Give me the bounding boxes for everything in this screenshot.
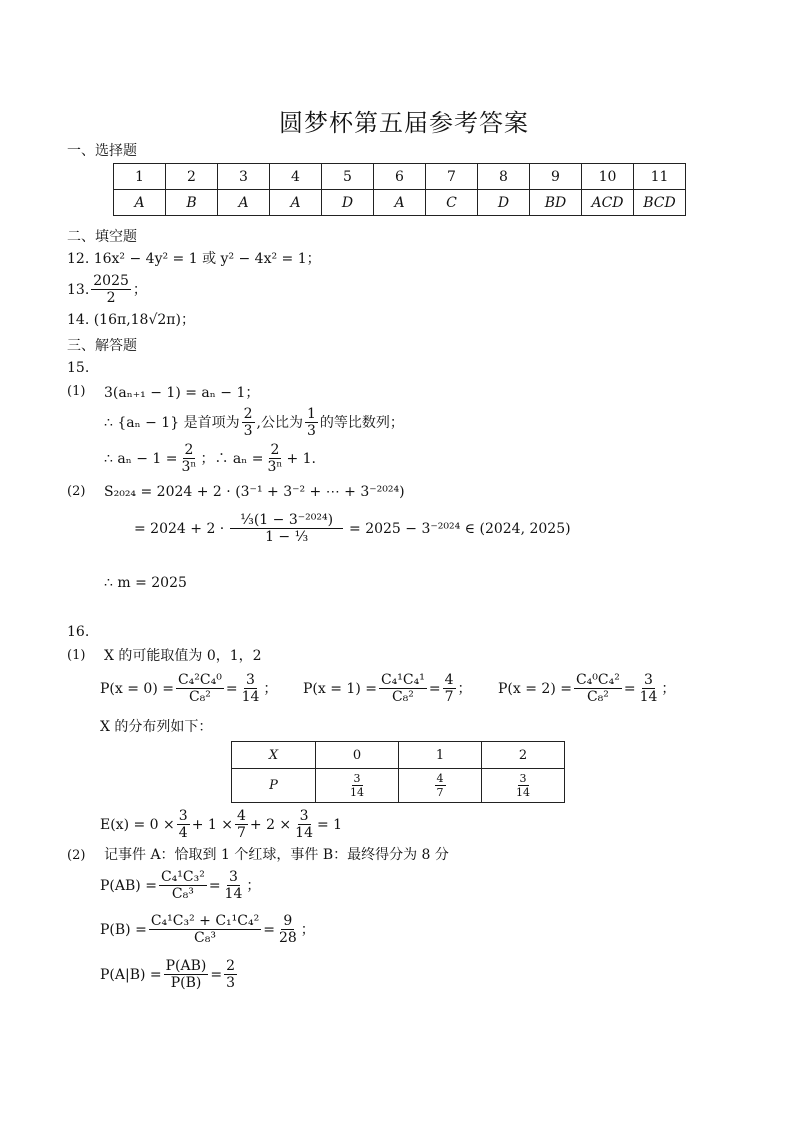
table-row xyxy=(232,769,565,803)
fraction-denominator: 14 xyxy=(224,886,243,902)
text-segment: ； xyxy=(300,921,315,938)
answer-q12: 12. 16x² − 4y² = 1 或 y² − 4x² = 1； xyxy=(67,251,321,267)
text-segment: ∴ {aₙ − 1} 是首项为 xyxy=(104,414,240,431)
question-number-row xyxy=(114,164,686,190)
q16-number: 16. xyxy=(67,624,90,640)
text-segment: P(A|B) = xyxy=(100,966,162,983)
fraction xyxy=(230,512,343,545)
prob-ab xyxy=(100,869,260,902)
fraction-numerator: 3 xyxy=(246,672,255,688)
q15-part2-line3: ∴ m = 2025 xyxy=(104,575,187,591)
fraction xyxy=(164,958,209,991)
fraction-denominator: C₈³ xyxy=(171,886,194,902)
q15-part1-line2 xyxy=(104,406,404,439)
fraction-denominator: 14 xyxy=(241,689,260,705)
fraction-numerator: C₄²C₄⁰ xyxy=(177,672,222,688)
table-cell: 7 xyxy=(426,164,478,190)
fraction xyxy=(293,808,315,841)
expectation-line xyxy=(100,808,342,841)
fraction xyxy=(305,406,318,439)
text-segment: + 2 × xyxy=(249,816,292,833)
table-cell: B xyxy=(166,190,218,216)
table-cell xyxy=(399,769,482,803)
fraction-denominator: 1 − ⅓ xyxy=(265,529,309,545)
q15-part1-line3 xyxy=(104,442,316,475)
fraction-denominator: 3 xyxy=(226,975,236,991)
fraction xyxy=(179,442,198,475)
text-segment: 的等比数列； xyxy=(319,414,404,431)
text-segment: = xyxy=(225,680,238,697)
text-segment: = 2025 − 3⁻²⁰²⁴ ∈ (2024, 2025) xyxy=(349,520,571,537)
table-cell: 2 xyxy=(482,742,565,769)
section-choice-heading: 一、选择题 xyxy=(67,143,137,159)
table-cell: A xyxy=(114,190,166,216)
fraction-numerator: 2 xyxy=(270,442,280,458)
fraction-denominator: 3ⁿ xyxy=(267,459,283,475)
table-cell: 0 xyxy=(316,742,399,769)
fraction xyxy=(223,869,245,902)
table-cell xyxy=(316,769,399,803)
fraction-numerator: C₄¹C₃² + C₁¹C₄² xyxy=(150,913,260,929)
fraction xyxy=(240,672,262,705)
fraction-numerator: 3 xyxy=(229,869,238,885)
fraction-denominator: 3ⁿ xyxy=(181,459,197,475)
fraction-denominator: 14 xyxy=(639,689,658,705)
fraction-numerator: 3 xyxy=(644,672,653,688)
distribution-label: X 的分布列如下： xyxy=(100,719,213,735)
fraction-numerator: 4 xyxy=(236,808,246,824)
fraction xyxy=(149,913,261,946)
table-row xyxy=(232,742,565,769)
fraction xyxy=(443,672,456,705)
fraction-denominator: 28 xyxy=(278,930,297,946)
fraction-denominator: 14 xyxy=(350,786,364,799)
table-cell: 6 xyxy=(374,164,426,190)
q15-number: 15. xyxy=(67,360,90,376)
table-cell: 4 xyxy=(270,164,322,190)
choice-answer-table xyxy=(113,163,686,216)
text-segment: + 1 × xyxy=(191,816,233,833)
fraction xyxy=(224,958,237,991)
text-segment: ； xyxy=(457,680,472,697)
table-cell: A xyxy=(218,190,270,216)
fraction-numerator: 2 xyxy=(184,442,194,458)
fraction-numerator: 4 xyxy=(444,672,454,688)
q15-part1-line1: 3(aₙ₊₁ − 1) = aₙ − 1； xyxy=(104,385,260,401)
table-cell: 2 xyxy=(166,164,218,190)
fraction xyxy=(574,672,622,705)
prob-b xyxy=(100,913,315,946)
fraction-denominator: C₈² xyxy=(586,689,609,705)
answer-q13 xyxy=(67,273,147,306)
text-segment: P(x = 1) = xyxy=(303,680,377,697)
fraction-numerator: C₄⁰C₄² xyxy=(575,672,620,688)
text-segment: P(x = 2) = xyxy=(498,680,572,697)
table-cell: 1 xyxy=(114,164,166,190)
fraction-numerator: C₄¹C₃² xyxy=(160,869,205,885)
q13-number: 13. xyxy=(67,281,90,298)
text-segment: ；∴ aₙ = xyxy=(200,450,264,467)
table-cell: 8 xyxy=(478,164,530,190)
q16-part2-line1: 记事件 A：恰取到 1 个红球，事件 B：最终得分为 8 分 xyxy=(104,847,449,863)
answer-row xyxy=(114,190,686,216)
fraction-denominator: 14 xyxy=(516,786,530,799)
table-cell: BCD xyxy=(634,190,686,216)
text-segment: P(B) = xyxy=(100,921,147,938)
q13-fraction xyxy=(91,273,131,306)
fraction xyxy=(235,808,248,841)
table-cell: 5 xyxy=(322,164,374,190)
fraction-numerator: C₄¹C₄¹ xyxy=(380,672,425,688)
text-segment: = xyxy=(208,877,221,894)
text-segment: + 1. xyxy=(286,450,317,467)
fraction xyxy=(176,672,224,705)
fraction xyxy=(159,869,207,902)
fraction-denominator: 4 xyxy=(178,825,188,841)
prob-a-given-b xyxy=(100,958,239,991)
text-segment: = xyxy=(428,680,441,697)
q16-part1-label: (1) xyxy=(67,648,86,663)
fraction xyxy=(242,406,255,439)
fraction-denominator: 2 xyxy=(106,290,116,306)
table-cell: 3 xyxy=(218,164,270,190)
q16-part1-line1: X 的可能取值为 0，1，2 xyxy=(104,648,262,664)
text-segment: ∴ aₙ − 1 = xyxy=(104,450,178,467)
text-segment: = xyxy=(623,680,636,697)
text-segment: ； xyxy=(246,877,261,894)
text-segment: ； xyxy=(263,680,278,697)
text-segment: P(AB) = xyxy=(100,877,157,894)
fraction-numerator: 1 xyxy=(306,406,316,422)
q15-part2-label: (2) xyxy=(67,484,86,499)
table-cell: C xyxy=(426,190,478,216)
prob-x2 xyxy=(498,672,675,705)
q16-part2-label: (2) xyxy=(67,848,86,863)
section-solution-heading: 三、解答题 xyxy=(67,338,137,354)
fraction xyxy=(514,772,532,799)
fraction-denominator: 7 xyxy=(236,825,246,841)
fraction xyxy=(277,913,299,946)
q15-part2-line2 xyxy=(134,512,571,545)
fraction-denominator: C₈³ xyxy=(194,930,216,946)
fraction-numerator: 3 xyxy=(519,772,527,785)
table-cell xyxy=(482,769,565,803)
fraction-denominator: 7 xyxy=(436,786,444,799)
text-segment: ； xyxy=(661,680,676,697)
fraction-numerator: 3 xyxy=(353,772,361,785)
fraction-numerator: ⅓(1 − 3⁻²⁰²⁴) xyxy=(230,512,343,529)
table-cell: 11 xyxy=(634,164,686,190)
page-title: 圆梦杯第五届参考答案 xyxy=(279,109,529,137)
table-cell: X xyxy=(232,742,316,769)
distribution-table xyxy=(231,741,565,803)
fraction-denominator: 7 xyxy=(444,689,454,705)
fraction-numerator: P(AB) xyxy=(165,958,207,974)
prob-x1 xyxy=(303,672,472,705)
table-cell: P xyxy=(232,769,316,803)
fraction-numerator: 4 xyxy=(436,772,444,785)
answer-q14: 14. (16π,18√2π)； xyxy=(67,312,195,328)
text-segment: ,公比为 xyxy=(256,414,303,431)
table-cell: D xyxy=(322,190,374,216)
fraction xyxy=(177,808,190,841)
fraction-denominator: 14 xyxy=(295,825,313,841)
table-cell: 10 xyxy=(582,164,634,190)
q15-part1-label: (1) xyxy=(67,384,86,399)
table-cell: A xyxy=(374,190,426,216)
fraction xyxy=(435,772,446,799)
q13-suffix: ； xyxy=(132,281,147,298)
fraction-numerator: 2 xyxy=(243,406,253,422)
fraction xyxy=(348,772,366,799)
text-segment: = xyxy=(210,966,223,983)
table-cell: ACD xyxy=(582,190,634,216)
fraction-numerator: 9 xyxy=(283,913,293,929)
fraction-denominator: C₈² xyxy=(391,689,414,705)
fraction-numerator: 3 xyxy=(178,808,188,824)
fraction-denominator: 3 xyxy=(306,423,316,439)
fraction-denominator: 3 xyxy=(243,423,253,439)
fraction xyxy=(266,442,285,475)
section-fill-heading: 二、填空题 xyxy=(67,229,137,245)
text-segment: = 2024 + 2 · xyxy=(134,520,225,537)
table-cell: D xyxy=(478,190,530,216)
table-cell: 9 xyxy=(530,164,582,190)
fraction-numerator: 2 xyxy=(226,958,236,974)
fraction-numerator: 2025 xyxy=(93,273,129,289)
fraction xyxy=(379,672,427,705)
fraction xyxy=(638,672,660,705)
fraction-denominator: P(B) xyxy=(170,975,202,991)
fraction-denominator: C₈² xyxy=(188,689,211,705)
text-segment: E(x) = 0 × xyxy=(100,816,175,833)
fraction-numerator: 3 xyxy=(299,808,309,824)
table-cell: BD xyxy=(530,190,582,216)
text-segment: = xyxy=(263,921,275,938)
table-cell: 1 xyxy=(399,742,482,769)
prob-x0 xyxy=(100,672,277,705)
text-segment: = 1 xyxy=(317,816,343,833)
table-cell: A xyxy=(270,190,322,216)
q15-part2-line1: S₂₀₂₄ = 2024 + 2 · (3⁻¹ + 3⁻² + ⋯ + 3⁻²⁰²⁴) xyxy=(104,484,405,500)
text-segment: P(x = 0) = xyxy=(100,680,174,697)
